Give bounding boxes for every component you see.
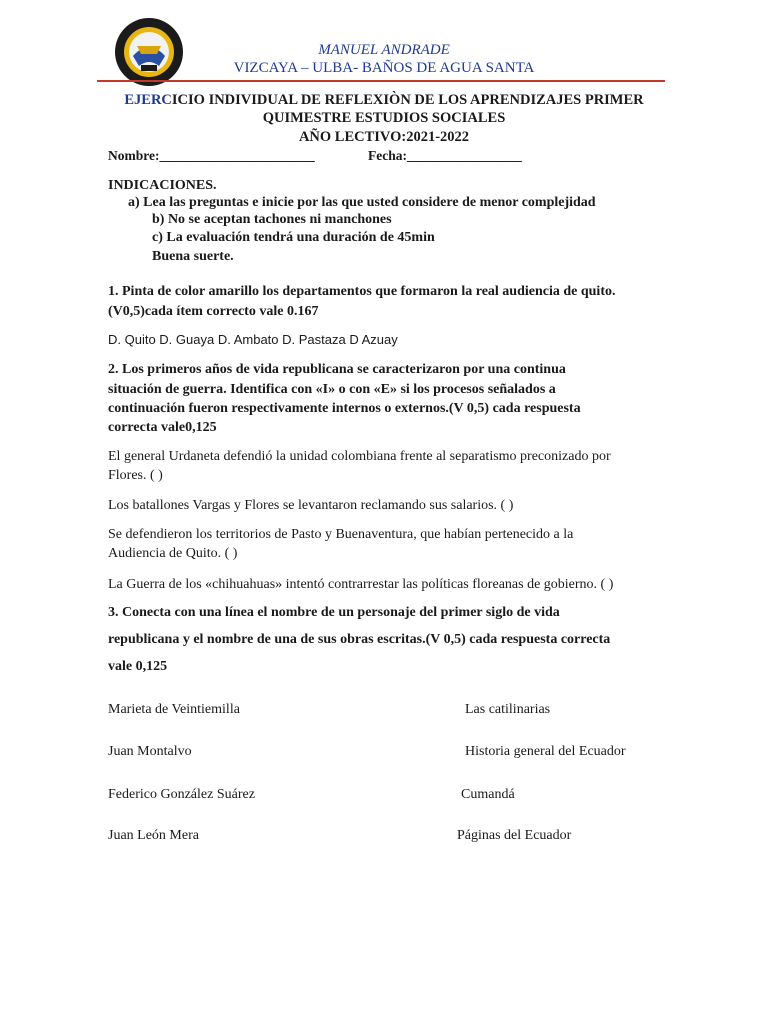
q2-statement-1-line2[interactable]: Flores. ( ) <box>108 468 163 483</box>
school-location: VIZCAYA – ULBA- BAÑOS DE AGUA SANTA <box>233 60 535 76</box>
author-item[interactable]: Marieta de Veintiemilla <box>108 702 240 717</box>
work-item[interactable]: Las catilinarias <box>465 702 551 717</box>
exam-title-line1 <box>0 92 768 109</box>
q2-statement-2[interactable]: Los batallones Vargas y Flores se levantaron reclamando sus salarios. ( ) <box>108 498 514 513</box>
exam-title-line2: QUIMESTRE ESTUDIOS SOCIALES <box>262 110 506 126</box>
date-field[interactable]: Fecha:_________________ <box>368 148 522 163</box>
q1-options: D. Quito D. Guaya D. Ambato D. Pastaza D Azuay <box>108 332 398 347</box>
q2-line3: continuación fueron respectivamente internos o externos.(V 0,5) cada respuesta <box>108 401 581 416</box>
title-accent: EJERC <box>124 92 172 108</box>
good-luck: Buena suerte. <box>152 249 234 264</box>
work-item[interactable]: Páginas del Ecuador <box>457 828 572 843</box>
name-field[interactable]: Nombre:_______________________ <box>108 148 315 163</box>
author-item[interactable]: Juan León Mera <box>108 828 199 843</box>
q3-line1: 3. Conecta con una línea el nombre de un personaje del primer siglo de vida <box>108 605 560 620</box>
header-divider <box>97 80 665 82</box>
q2-line4: correcta vale0,125 <box>108 420 217 435</box>
q2-line2: situación de guerra. Identifica con «I» o con «E» si los procesos señalados a <box>108 382 556 397</box>
instructions-heading: INDICACIONES. <box>108 178 217 193</box>
exam-title-line3: AÑO LECTIVO:2021-2022 <box>298 129 470 145</box>
author-item[interactable]: Federico González Suárez <box>108 787 255 802</box>
instruction-a: a) Lea las preguntas e inicie por las que usted considere de menor complejidad <box>128 195 596 210</box>
instruction-c: c) La evaluación tendrá una duración de 45min <box>152 230 435 245</box>
work-item[interactable]: Cumandá <box>461 787 515 802</box>
q2-statement-3-line2[interactable]: Audiencia de Quito. ( ) <box>108 546 238 561</box>
author-item[interactable]: Juan Montalvo <box>108 744 192 759</box>
q2-statement-1-line1: El general Urdaneta defendió la unidad colombiana frente al separatismo preconizado por <box>108 449 611 464</box>
q3-line2: republicana y el nombre de una de sus obras escritas.(V 0,5) cada respuesta correcta <box>108 632 611 647</box>
q2-statement-3-line1: Se defendieron los territorios de Pasto y Buenaventura, que habían pertenecido a la <box>108 527 574 542</box>
title-rest: ICIO INDIVIDUAL DE REFLEXIÒN DE LOS APRENDIZAJES PRIMER <box>171 92 644 108</box>
q2-line1: 2. Los primeros años de vida republicana se caracterizaron por una continua <box>108 362 566 377</box>
instruction-b: b) No se aceptan tachones ni manchones <box>152 212 392 227</box>
q1-line1: 1. Pinta de color amarillo los departamentos que formaron la real audiencia de quito. <box>108 284 616 299</box>
school-name: MANUEL ANDRADE <box>318 42 450 58</box>
q2-statement-4[interactable]: La Guerra de los «chihuahuas» intentó contrarrestar las políticas floreanas de gobierno. ( ) <box>108 577 614 592</box>
work-item[interactable]: Historia general del Ecuador <box>465 744 626 759</box>
q3-line3: vale 0,125 <box>108 659 168 674</box>
q1-line2: (V0,5)cada ítem correcto vale 0.167 <box>108 304 319 319</box>
